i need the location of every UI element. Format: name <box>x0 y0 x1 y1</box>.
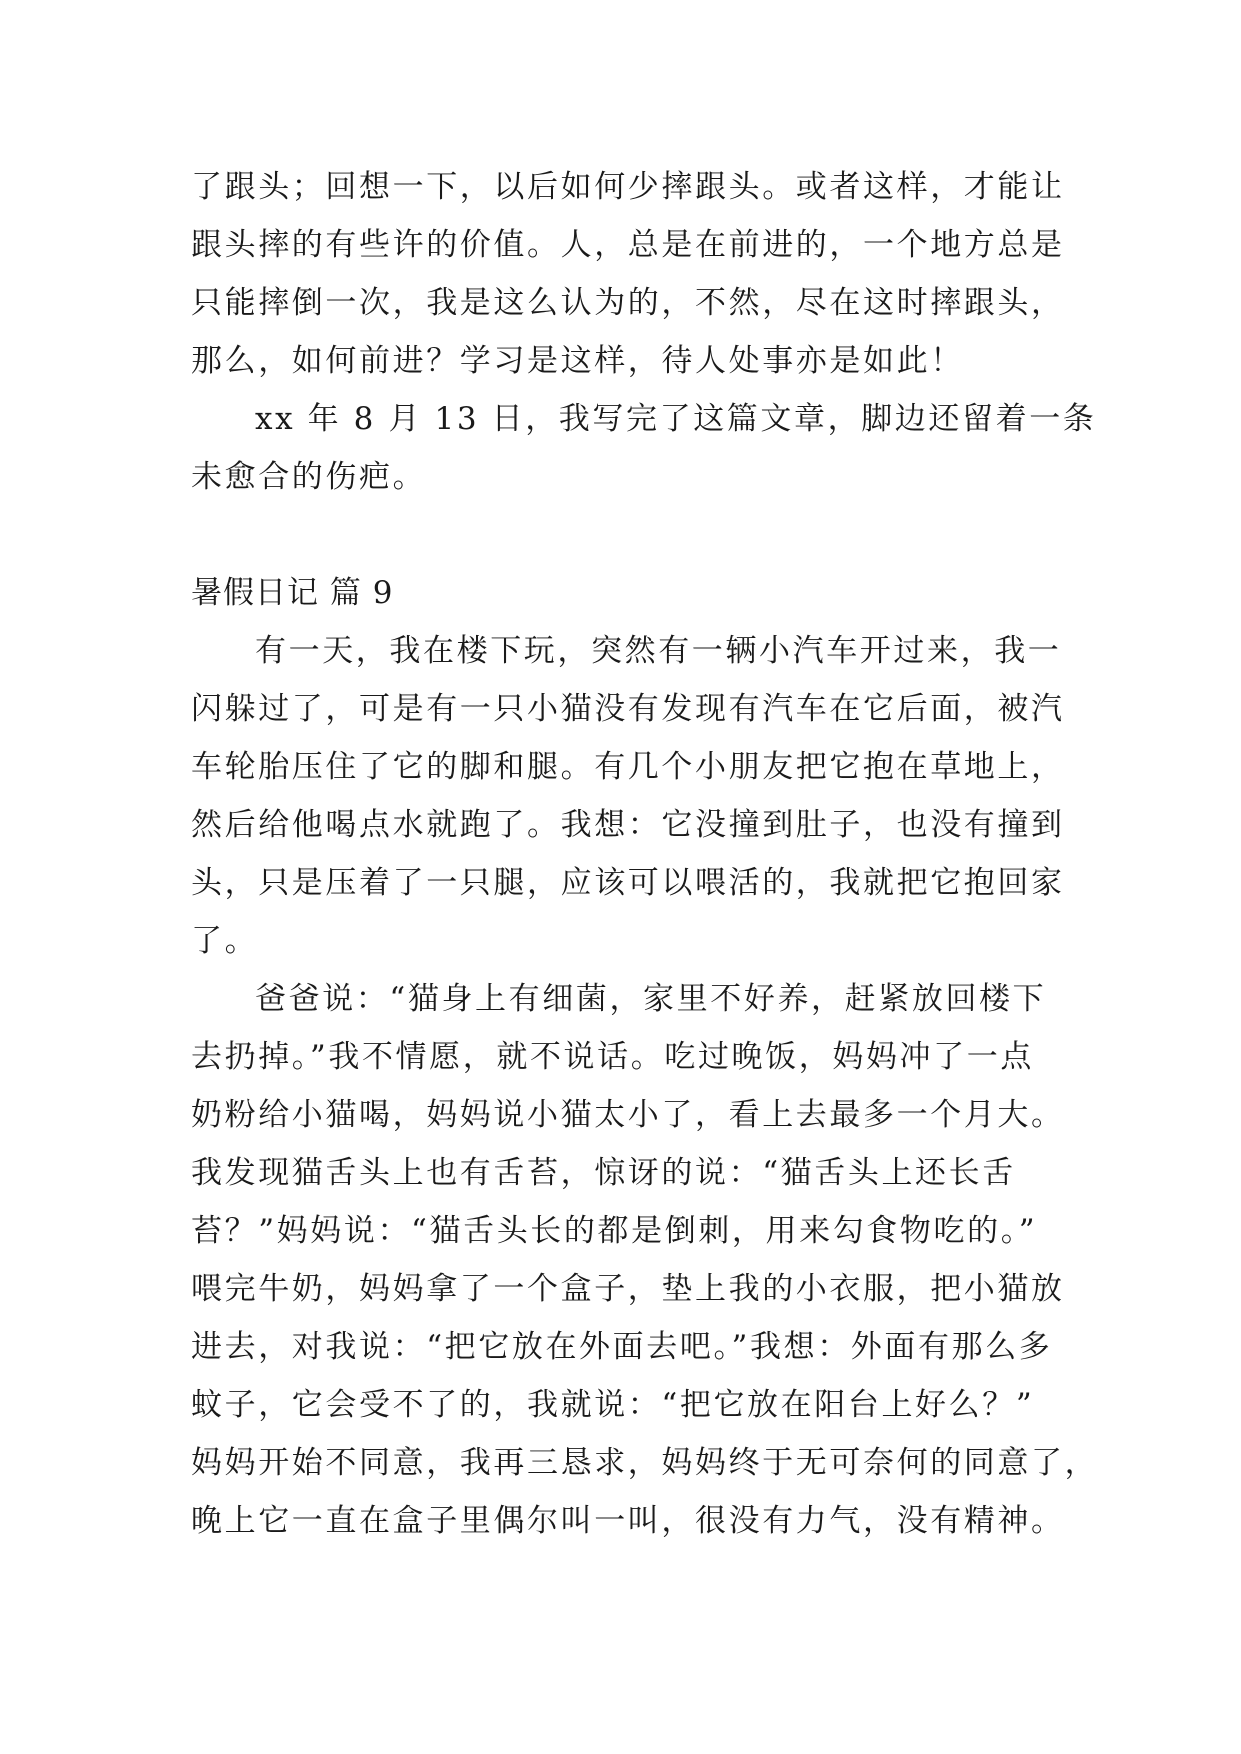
text-line: xx 年 8 月 13 日，我写完了这篇文章，脚边还留着一条 <box>255 401 1097 437</box>
text-line: 然后给他喝点水就跑了。我想：它没撞到肚子，也没有撞到 <box>191 807 1065 843</box>
text-line: 奶粉给小猫喝，妈妈说小猫太小了，看上去最多一个月大。 <box>191 1097 1065 1133</box>
paragraph-cat-home <box>191 970 1099 1550</box>
paragraph-date-note <box>191 390 1097 506</box>
text-line: 那么，如何前进？学习是这样，待人处事亦是如此！ <box>191 343 964 379</box>
text-line: 了。 <box>191 923 259 959</box>
text-line: 有一天，我在楼下玩，突然有一辆小汽车开过来，我一 <box>255 633 1062 669</box>
paragraph-prev-ending <box>191 158 1071 390</box>
document-body <box>191 158 1099 1550</box>
section-title: 暑假日记 篇 9 <box>191 575 394 611</box>
text-line: 蚊子，它会受不了的，我就说：“把它放在阳台上好么？” <box>191 1387 1035 1423</box>
text-line: 苔？”妈妈说：“猫舌头长的都是倒刺，用来勾食物吃的。” <box>191 1213 1038 1249</box>
text-line: 妈妈开始不同意，我再三恳求，妈妈终于无可奈何的同意了， <box>191 1445 1099 1481</box>
text-line: 进去，对我说：“把它放在外面去吧。”我想：外面有那么多 <box>191 1329 1053 1365</box>
text-line: 喂完牛奶，妈妈拿了一个盒子，垫上我的小衣服，把小猫放 <box>191 1271 1065 1307</box>
text-line: 爸爸说：“猫身上有细菌，家里不好养，赶紧放回楼下 <box>255 981 1047 1017</box>
text-line: 去扔掉。”我不情愿，就不说话。吃过晚饭，妈妈冲了一点 <box>191 1039 1034 1075</box>
text-line: 闪躲过了，可是有一只小猫没有发现有汽车在它后面，被汽 <box>191 691 1065 727</box>
section-gap <box>191 506 1071 564</box>
text-line: 晚上它一直在盒子里偶尔叫一叫，很没有力气，没有精神。 <box>191 1503 1065 1539</box>
text-line: 头，只是压着了一只腿，应该可以喂活的，我就把它抱回家 <box>191 865 1065 901</box>
text-line: 只能摔倒一次，我是这么认为的，不然，尽在这时摔跟头， <box>191 285 1065 321</box>
paragraph-cat-found <box>191 622 1071 970</box>
text-line: 跟头摔的有些许的价值。人，总是在前进的，一个地方总是 <box>191 227 1065 263</box>
text-line: 车轮胎压住了它的脚和腿。有几个小朋友把它抱在草地上， <box>191 749 1065 785</box>
text-line: 我发现猫舌头上也有舌苔，惊讶的说：“猫舌头上还长舌 <box>191 1155 1016 1191</box>
text-line: 未愈合的伤疤。 <box>191 459 427 495</box>
text-line: 了跟头；回想一下，以后如何少摔跟头。或者这样，才能让 <box>191 169 1065 205</box>
